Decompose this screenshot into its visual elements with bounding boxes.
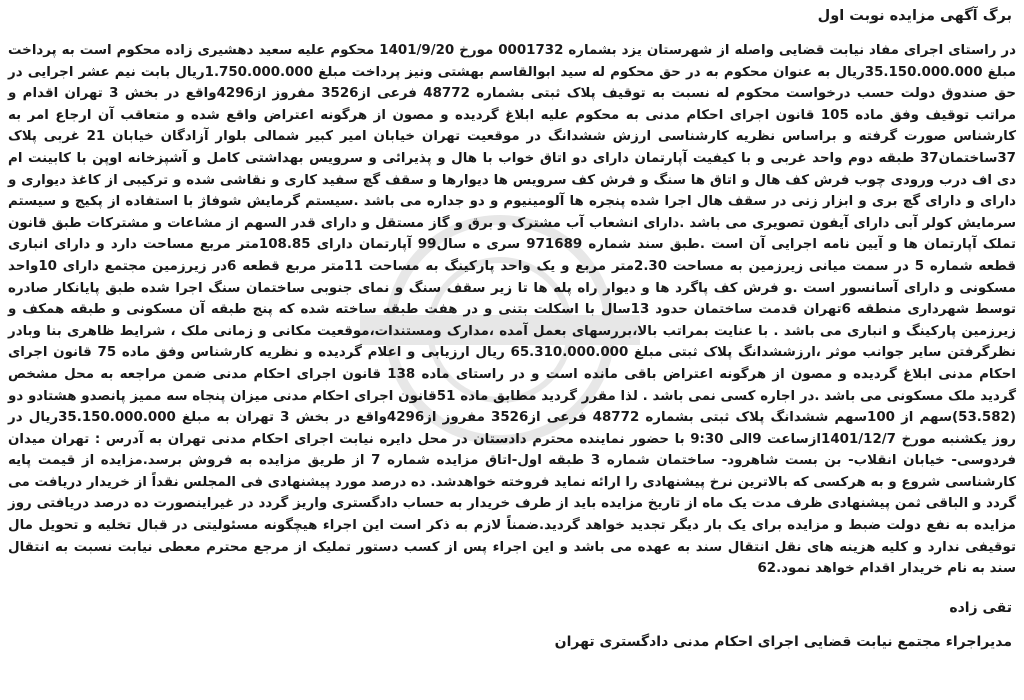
notice-body: در راستای اجرای مفاد نیابت قضایی واصله از شهرستان یزد بشماره 0001732 مورخ 1401/9/20 محکوم علیه سعید دهشیری زاده محکوم است به پرداخت مبلغ 35.150.000.000ریال به عنوان محکوم به در حق محکوم له سید ابوالقاسم بهشتی ونیز پرداخت مبلغ 1.750.000.000ریال بابت نیم عشر اجرایی در حق صندوق دولت حسب درخواست محکوم له نسبت به توقیف پلاک ثبتی بشماره 48772 فرعی از3526 مفروز از4296واقع در بخش 3 تهران اقدام و مراتب توقیف وفق ماده 105 قانون اجرای احکام مدنی به محکوم علیه ابلاغ گردیده و مصون از هرگونه اعتراض واقع شده و متعاقب آن ارجاع امر به کارشناس صورت گرفته و براساس نظریه کارشناسی ارزش ششدانگ در موقعیت تهران خیابان امیر کبیر شمالی بلوار آزادگان خیابان 21 غربی پلاک 37ساختمان37 طبقه دوم واحد غربی و با کیفیت آپارتمان دارای دو اتاق خواب با هال و پذیرائی و سرویس بهداشتی کامل و آشپزخانه اوپن با کابینت ام دی اف درب ورودی چوب فرش کف هال و اتاق ها سنگ و فرش کف سرویس ها دیوارها و سقف گچ سفید کاری و نقاشی شده و ترکیبی از کاغذ دیواری و دارای و دارای گچ بری و ابزار زنی در سقف هال اجرا شده پنجره ها آلومینیوم و دو جداره می باشد .سیستم گرمایش شوفاژ با استفاده از پکیج و سیستم سرمایش کولر آبی دارای آیفون تصویری می باشد .دارای انشعاب آب مشترک و برق و گاز مستقل و دارای قدر السهم از مشاعات و مشترکات طبق قانون تملک آپارتمان ها و آیین نامه اجرایی آن است .طبق سند شماره 971689 سری ه سال99 آپارتمان دارای 108.85متر مربع مساحت دارد و دارای انباری قطعه شماره 5 در سمت میانی زیرزمین به مساحت 2.30متر مربع و یک واحد پارکینگ به مساحت 11متر مربع قطعه 6در زیرزمین مجتمع دارای 10واحد مسکونی و دارای آسانسور است .و فرش کف پاگرد ها و دیوار راه پله ها تا زیر سقف سنگ و نمای جنوبی ساختمان سنگ اجرا شده طبق پایانکار صادره توسط شهرداری منطقه 6تهران قدمت ساختمان حدود 13سال با اسکلت بتنی و در هفت طبقه ساخته شده که پنج طبقه آن مسکونی و طبقه همکف و زیرزمین پارکینگ و انباری می باشد . با عنایت بمراتب بالا،بررسهای بعمل آمده ،مدارک ومستندات،موقعیت مکانی و زمانی ملک ، شرایط ظاهری بنا وبادر نظرگرفتن سایر جوانب موثر ،ارزششدانگ پلاک ثبتی مبلغ 65.310.000.000 ریال ارزیابی و اعلام گردیده و نظریه کارشناس وفق ماده 75 قانون اجرای احکام مدنی ابلاغ گردیده و مصون از هرگونه اعتراض باقی مانده است و در راستای ماده 138 قانون اجرای احکام مدنی ضمن مراجعه به محل مشخص گردید ملک مسکونی می باشد .در اجاره کسی نمی باشد . لذا مقرر گردید مطابق ماده 51قانون اجرای احکام مدنی میزان پنجاه سه ممیز پانصدو هشتادو دو (53.582)سهم از 100سهم ششدانگ پلاک ثبتی بشماره 48772 فرعی از3526 مفروز از4296واقع در بخش 3 تهران به مبلغ 35.150.000.000ریال در روز یکشنبه مورخ 1401/12/7ازساعت 9الی 9:30 با حضور نماینده محترم دادستان در محل دایره نیابت اجرای احکام مدنی تهران به آدرس : تهران میدان فردوسی- خیابان انقلاب- بن بست شاهرود- ساختمان شماره 3 طبقه اول-اتاق مزایده شماره 7 از طریق مزایده به فروش برسد.مزایده از قیمت پایه کارشناسی شروع و به هرکسی که بالاترین نرخ پیشنهادی را ارائه نماید فروخته خواهدشد. ده درصد مورد پیشنهادی فی المجلس نقداً از خریدار دریافت می گردد و الباقی ثمن پیشنهادی ظرف مدت یک ماه از تاریخ مزایده باید از طرف خریدار به حساب دادگستری واریز گردد در غیراینصورت ده درصد دریافتی روز مزایده به نفع دولت ضبط و مزایده برای یک بار دیگر تجدید خواهد گردید.ضمناً لازم به ذکر است این اجراء هیچگونه مسئولیتی در قبال تخلیه و تحویل مال توقیفی ندارد و کلیه هزینه های نقل انتقال سند به عهده می باشد و این اجراء پس از کسب دستور تملیک از مرجع محترم معطی نیابت نسبت به انتقال سند به نام خریدار اقدام خواهد نمود.62 [8, 43, 1017, 577]
notice-title: برگ آگهی مزایده نوبت اول [817, 8, 1012, 24]
signer-name: تقی زاده [949, 599, 1012, 616]
signer-title: مدیراجراء مجتمع نیابت قضایی اجرای احکام مدنی دادگستری تهران [554, 633, 1012, 650]
